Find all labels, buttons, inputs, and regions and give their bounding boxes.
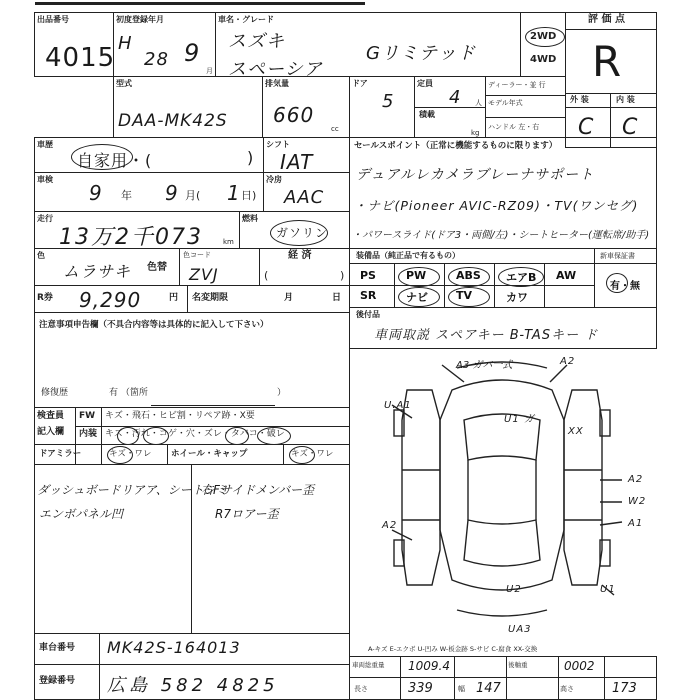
sales-points-label: セールスポイント（正常に機能するものに限ります） [354, 141, 558, 151]
check-interior-label: 内装 [79, 429, 98, 439]
check-wheel-circle [289, 446, 315, 464]
inspection-month-unit: 月( [185, 189, 201, 202]
equip-tv: TV [456, 289, 473, 302]
color-label: 色 [37, 251, 45, 260]
capacity-box [414, 76, 486, 108]
sales-point-line-1: デュアルレカメラブレーナサポート [356, 167, 595, 183]
history-value: 自家用・( [77, 151, 153, 170]
sales-point-line-2: ・ナビ(Pioneer AVIC-RZ09)・TV(ワンセグ) [354, 198, 639, 213]
fuel-econ-box: 経 済 ( ) [259, 248, 350, 286]
lot-number-box [34, 12, 114, 77]
doors-value: 5 [382, 91, 395, 112]
model-code-box [113, 76, 263, 138]
model-year-label: モデル年式 [488, 99, 523, 107]
mark-w2: W2 [628, 496, 647, 507]
first-reg-box [113, 12, 216, 77]
rating-value: R [592, 37, 623, 86]
check-mirror-items: キズ・ワレ [109, 449, 152, 459]
inspection-day: 1 [227, 181, 241, 205]
mark-u2: U2 [506, 584, 522, 595]
load-label: 積載 [419, 110, 435, 119]
fuel-econ-label: 経 済 [288, 250, 312, 261]
equip-pw-circle [398, 267, 440, 287]
check-int-circle-1 [117, 427, 139, 445]
mark-a2-right: A2 [628, 474, 644, 485]
repair-label: 修復歴 [41, 388, 69, 398]
doors-label: ドア [352, 79, 368, 88]
note-left-1: ダッシュボードリアア、シートシミ [37, 483, 228, 497]
inspection-box [34, 172, 264, 212]
spec-width-label: 幅 [458, 685, 465, 693]
displacement-unit: cc [331, 125, 339, 133]
notice-label: 注意事項申告欄（不具合内容等は具体的に記入して下さい） [39, 320, 269, 330]
interior-value: C [622, 115, 639, 140]
car-damage-diagram [352, 350, 657, 640]
rating-box [565, 12, 657, 148]
header-bar [35, 2, 365, 5]
drive-2wd: 2WD [530, 31, 557, 42]
option-label: 後付品 [356, 310, 380, 319]
displacement-label: 排気量 [265, 79, 289, 88]
note-right-2: R7ロアー歪 [215, 507, 279, 521]
option-box [349, 307, 657, 349]
maker-grade-label: 車名・グレード [218, 15, 274, 24]
check-mirror-label: ドアミラー [39, 449, 82, 459]
mark-xx: XX [568, 426, 584, 437]
equip-tv-circle [448, 287, 490, 307]
rating-label: 評 価 点 [588, 14, 625, 25]
recycle-label: R券 [37, 293, 53, 303]
check-label-2: 記入欄 [37, 427, 65, 437]
mileage-unit: km [223, 238, 234, 246]
name-change-label: 名変期限 [192, 293, 229, 303]
first-reg-month: 9 [184, 39, 201, 67]
rear-bumper [457, 610, 547, 616]
sales-point-line-3: ・パワースライド(ドア3・両側/左)・シートヒーター(運転席/助手) [352, 230, 650, 241]
note-left-2: エンボパネル凹 [39, 507, 124, 521]
fuel-value: ガソリン [276, 226, 329, 240]
check-fw-label: FW [79, 411, 96, 421]
equip-navi-circle [398, 287, 440, 307]
color-box [34, 248, 260, 286]
check-wheel-items: キズ・ワレ [291, 449, 334, 459]
inspector-notes-box [34, 464, 350, 634]
left-side-outline [402, 390, 440, 585]
model-code-value: DAA-MK42S [118, 111, 228, 131]
mark-ua1: U.A1 [384, 400, 412, 411]
name-change-month: 月 [284, 293, 294, 303]
color-change-label: 色替 [147, 262, 167, 273]
spec-width-value: 147 [476, 681, 501, 696]
spec-length-label: 長さ [354, 685, 368, 693]
chassis-box [34, 633, 350, 665]
equip-aw: AW [556, 269, 577, 282]
capacity-value: 4 [449, 87, 462, 108]
inspection-year-unit: 年 [121, 189, 132, 202]
inspection-label: 車検 [37, 175, 53, 184]
maker-grade-box [215, 12, 521, 80]
spec-total-value: 1009.4 [408, 659, 450, 673]
damage-legend: A-キズ E-エクボ U-凹み W-板金跡 S-サビ C-腐食 XX-交換 [368, 645, 538, 653]
equip-leather: カワ [506, 291, 528, 304]
equip-pw: PW [406, 269, 427, 282]
color-value: ムラサキ [63, 262, 132, 281]
mileage-value: 13万2千073 [59, 225, 203, 250]
grade-name: Gリミテッド [366, 43, 476, 64]
repair-value: 有 （箇所 [109, 388, 148, 398]
spec-box [349, 656, 657, 700]
check-int-circle-3 [225, 427, 249, 445]
inspection-day-unit: 日) [241, 189, 257, 202]
recycle-value: 9,290 [79, 288, 142, 312]
sales-points-box [349, 137, 657, 249]
model-code-label: 型式 [116, 79, 132, 88]
dealer-box [485, 76, 566, 138]
mark-ua3: UA3 [508, 624, 532, 635]
fuel-box [239, 211, 350, 249]
lot-value: 4015 [45, 43, 116, 73]
shift-box [263, 137, 350, 173]
registration-box [34, 664, 350, 700]
interior-label: 内 装 [616, 95, 635, 104]
displacement-value: 660 [273, 103, 315, 127]
mark-a3: A3 ガバ一式 [456, 360, 513, 371]
exterior-label: 外 装 [570, 95, 589, 104]
car-top-outline [440, 380, 564, 590]
note-right-1: 右Fサイドメンバー歪 [201, 483, 315, 497]
doors-box [349, 76, 415, 138]
first-reg-era: H [118, 33, 133, 54]
check-int-circle-2 [143, 427, 169, 445]
spec-rear-label: 後軸重 [508, 661, 528, 669]
spec-length-value: 339 [408, 681, 433, 696]
equip-navi: ナビ [406, 291, 428, 304]
drive-4wd: 4WD [530, 54, 557, 65]
mark-a1: A1 [628, 518, 644, 529]
spec-height-value: 173 [612, 681, 637, 696]
option-value: 車両取説 スペアキー B-TASキー ド [374, 328, 599, 343]
ac-value: AAC [284, 187, 325, 208]
registration-label: 登録番号 [39, 676, 76, 686]
inspection-year: 9 [89, 181, 103, 205]
notice-box [34, 312, 350, 408]
load-unit: kg [471, 129, 480, 137]
check-fw-items: キズ・飛石・ヒビ割・リペア跡・X要 [105, 411, 255, 421]
maker-name: スズキ [228, 31, 285, 52]
load-box [414, 107, 486, 138]
check-label-1: 検査員 [37, 411, 65, 421]
equipment-box [349, 248, 657, 308]
history-label: 車歴 [37, 140, 53, 149]
repair-close: ） [277, 388, 287, 398]
check-box [34, 407, 350, 465]
spec-height-label: 高さ [560, 685, 574, 693]
spec-total-label: 車両総重量 [352, 661, 385, 669]
history-box: 車歴 自家用・( ) [34, 137, 264, 173]
name-change-box [187, 285, 350, 313]
new-cert-label: 新車保証書 [600, 252, 635, 260]
mileage-label: 走行 [37, 214, 53, 223]
chassis-label: 車台番号 [39, 643, 76, 653]
chassis-value: MK42S-164013 [107, 638, 241, 657]
equipment-label: 装備品（純正品で有るもの） [356, 251, 460, 260]
mark-a2-left: A2 [382, 520, 398, 531]
check-mirror-circle [107, 446, 133, 464]
drive-box [520, 12, 566, 77]
check-int-circle-4 [257, 427, 291, 445]
rear-window [464, 520, 540, 566]
equip-airbag-circle [498, 267, 544, 287]
color-code-label: 色コード [183, 251, 211, 259]
check-interior-items: キズ・汚れ・コゲ・穴・ズレ・タバコ・破レ [105, 429, 285, 439]
ac-label: 冷房 [266, 175, 282, 184]
dealer-label: ディーラー・並 行 [488, 81, 546, 89]
mileage-box [34, 211, 240, 249]
fuel-label: 燃料 [242, 214, 258, 223]
inspection-month: 9 [165, 181, 179, 205]
equip-abs: ABS [456, 269, 481, 282]
registration-value: 広島 582 4825 [107, 675, 279, 696]
spec-rear-value: 0002 [564, 659, 595, 673]
exterior-value: C [578, 115, 595, 140]
name-change-day: 日 [332, 293, 342, 303]
new-cert-value: 有・無 [610, 281, 640, 292]
mark-u1: U1 [600, 584, 616, 595]
right-side-outline [564, 390, 602, 585]
mark-u1-roof: U1 ガ [504, 414, 535, 425]
model-name: スペーシア [228, 59, 323, 80]
mark-a2-top: A2 [560, 356, 576, 367]
capacity-label: 定員 [417, 79, 433, 88]
recycle-box [34, 285, 188, 313]
ac-box [263, 172, 350, 212]
lot-label: 出品番号 [37, 15, 69, 24]
first-reg-year: 28 [144, 49, 169, 70]
shift-value: IAT [280, 150, 314, 174]
recycle-unit: 円 [169, 293, 179, 303]
equip-abs-circle [448, 267, 490, 287]
equip-airbag: エアB [506, 271, 537, 284]
color-code-value: ZVJ [189, 265, 219, 284]
check-wheel-label: ホイール・キャップ [171, 449, 248, 459]
capacity-unit: 人 [475, 99, 482, 107]
displacement-box [262, 76, 350, 138]
first-reg-unit: 月 [206, 67, 213, 75]
equip-ps: PS [360, 269, 376, 282]
first-reg-label: 初度登録年月 [116, 15, 164, 24]
handle-label: ハンドル 左・右 [488, 123, 540, 131]
shift-label: シフト [266, 140, 290, 149]
equip-sr: SR [360, 289, 377, 302]
